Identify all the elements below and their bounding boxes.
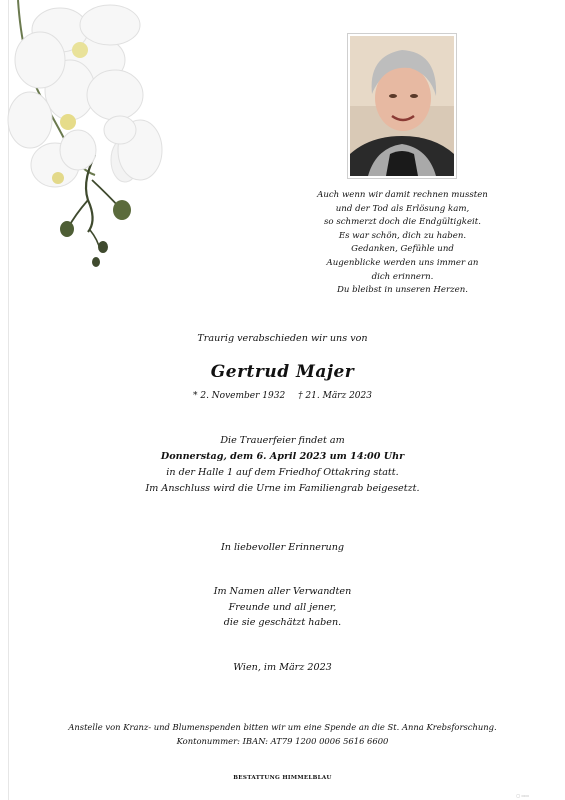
poem-line: dich erinnern. bbox=[371, 271, 434, 282]
family-line: Freunde und all jener, bbox=[228, 601, 337, 613]
donation-request: Anstelle von Kranz- und Blumenspenden bitten wir um eine Spende an die St. Anna Krebsforschung. bbox=[68, 722, 497, 732]
intro-text: Traurig verabschieden wir uns von bbox=[197, 333, 368, 344]
family-line: die sie geschätzt haben. bbox=[223, 617, 342, 628]
birth-date: * 2. November 1932 bbox=[192, 391, 286, 401]
place-date: Wien, im März 2023 bbox=[233, 662, 332, 673]
poem-line: so schmerzt doch die Endgültigkeit. bbox=[324, 217, 481, 228]
poem-line: Du bleibst in unseren Herzen. bbox=[337, 285, 468, 296]
death-date: † 21. März 2023 bbox=[298, 391, 372, 401]
family-line: Im Namen aller Verwandten bbox=[213, 586, 352, 597]
service-details bbox=[0, 433, 565, 497]
poem-line: Es war schön, dich zu haben. bbox=[338, 230, 467, 241]
service-burial: Im Anschluss wird die Urne im Familiengrab beigesetzt. bbox=[145, 483, 420, 494]
portrait-frame bbox=[347, 33, 457, 179]
poem-line: Augenblicke werden uns immer an bbox=[326, 257, 479, 268]
service-line: Die Trauerfeier findet am bbox=[220, 435, 345, 446]
portrait-photo bbox=[350, 36, 454, 176]
poem bbox=[300, 189, 505, 298]
orchid-icon bbox=[0, 0, 170, 270]
life-dates bbox=[0, 391, 565, 401]
donation-note bbox=[0, 720, 565, 748]
family-signature bbox=[0, 584, 565, 631]
deceased-name: Gertrud Majer bbox=[210, 362, 355, 382]
provider-logo-icon: ▢ ▭▭ bbox=[516, 793, 529, 798]
poem-line: Gedanken, Gefühle und bbox=[351, 244, 454, 255]
bank-account: Kontonummer: IBAN: AT79 1200 0006 5616 6600 bbox=[176, 736, 389, 746]
service-date: Donnerstag, dem 6. April 2023 um 14:00 Uhr bbox=[160, 451, 405, 462]
poem-line: und der Tod als Erlösung kam, bbox=[335, 203, 470, 214]
funeral-home: BESTATTUNG HIMMELBLAU bbox=[233, 775, 332, 781]
poem-line: Auch wenn wir damit rechnen mussten bbox=[317, 190, 488, 200]
memory-text: In liebevoller Erinnerung bbox=[220, 542, 345, 553]
service-location: in der Halle 1 auf dem Friedhof Ottakring statt. bbox=[166, 467, 399, 478]
